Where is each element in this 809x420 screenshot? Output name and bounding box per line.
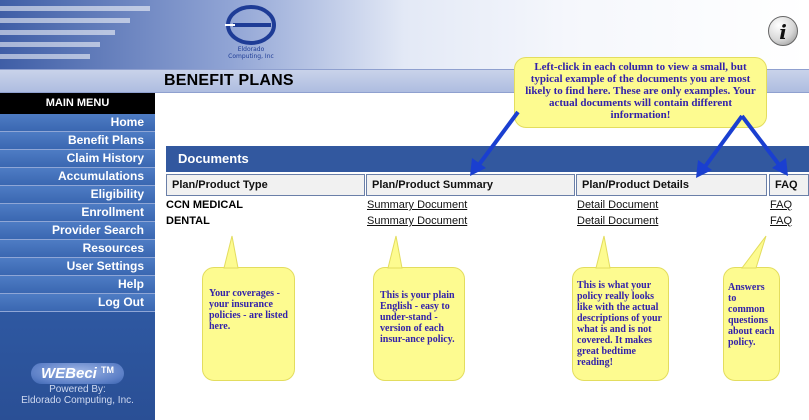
header-stripe	[0, 18, 130, 23]
info-icon[interactable]: i	[768, 16, 798, 46]
header-stripe	[0, 54, 90, 59]
sidebar-item-provider-search[interactable]: Provider Search	[0, 222, 155, 240]
summary-callout: This is your plain English - easy to under-stand - version of each insur-ance policy.	[373, 267, 465, 381]
sidebar-item-claim-history[interactable]: Claim History	[0, 150, 155, 168]
column-header-summary: Plan/Product Summary	[366, 174, 575, 196]
webeci-logo	[31, 363, 124, 384]
sidebar-item-resources[interactable]: Resources	[0, 240, 155, 258]
summary-pointer-icon	[388, 236, 402, 268]
company-name: Eldorado Computing, Inc.	[21, 395, 134, 406]
documents-section-header: Documents	[166, 146, 809, 172]
eldorado-logo	[214, 4, 288, 66]
sidebar-item-eligibility[interactable]: Eligibility	[0, 186, 155, 204]
sidebar-item-help[interactable]: Help	[0, 276, 155, 294]
detail-document-link[interactable]: Detail Document	[577, 215, 659, 227]
logo-text-line-1: Eldorado	[237, 46, 265, 53]
table-cell-plan-type: DENTAL	[166, 215, 210, 227]
faq-link[interactable]: FAQ	[770, 215, 793, 227]
logo-text-line-2: Computing, Inc	[228, 53, 274, 60]
summary-document-link[interactable]: Summary Document	[367, 215, 468, 227]
column-header-faq: FAQ	[769, 174, 809, 196]
faq-pointer-icon	[742, 236, 766, 268]
coverages-pointer-icon	[224, 236, 238, 268]
faq-callout: Answers to common questions about each policy.	[723, 267, 780, 381]
powered-by-label: Powered By:	[49, 384, 106, 395]
webeci-logo-text: WEBeci	[40, 365, 97, 382]
faq-link[interactable]: FAQ	[770, 199, 793, 211]
details-callout: This is what your policy really looks like with the actual descriptions of your what is and is not covered. It makes great bedtime reading!	[572, 267, 669, 381]
header-stripe	[0, 42, 100, 47]
sidebar-item-enrollment[interactable]: Enrollment	[0, 204, 155, 222]
instruction-callout: Left-click in each column to view a small, but typical example of the documents you are most likely to find here. These are only examples. Your actual documents will contain different information!	[514, 57, 767, 128]
column-header-details: Plan/Product Details	[576, 174, 767, 196]
page-title: BENEFIT PLANS	[164, 72, 294, 89]
summary-document-link[interactable]: Summary Document	[367, 199, 468, 211]
coverages-callout: Your coverages - your insurance policies - are listed here.	[202, 267, 295, 381]
table-cell-plan-type: CCN MEDICAL	[166, 199, 243, 211]
sidebar-item-benefit-plans[interactable]: Benefit Plans	[0, 132, 155, 150]
trademark-mark: TM	[101, 365, 115, 375]
sidebar-item-accumulations[interactable]: Accumulations	[0, 168, 155, 186]
sidebar-item-log-out[interactable]: Log Out	[0, 294, 155, 312]
eldorado-e-icon	[225, 4, 277, 46]
sidebar	[0, 93, 155, 420]
header-stripe	[0, 30, 115, 35]
sidebar-item-user-settings[interactable]: User Settings	[0, 258, 155, 276]
column-header-type: Plan/Product Type	[166, 174, 365, 196]
main-menu-header: MAIN MENU	[0, 93, 155, 114]
webeci-brand	[0, 363, 155, 406]
sidebar-item-home[interactable]: Home	[0, 114, 155, 132]
details-pointer-icon	[596, 236, 610, 268]
header-stripe	[0, 6, 150, 11]
detail-document-link[interactable]: Detail Document	[577, 199, 659, 211]
